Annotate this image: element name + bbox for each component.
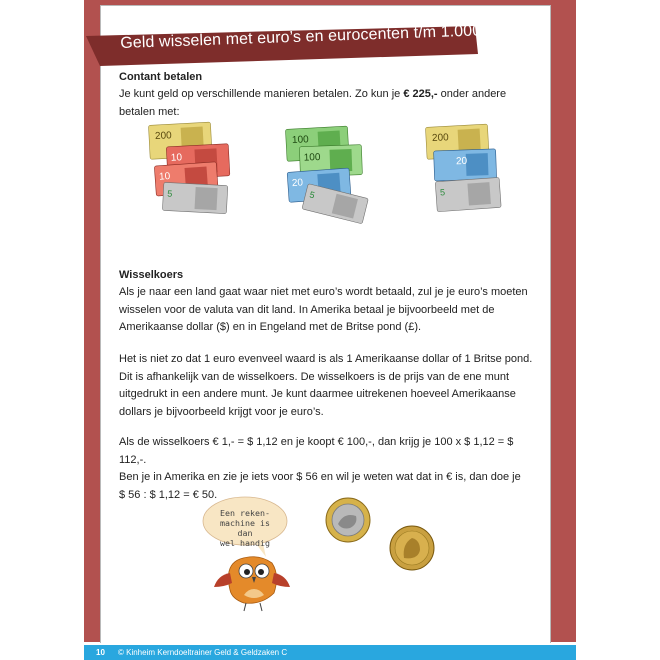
example-line-3: $ 56 : $ 1,12 = € 50. [119, 488, 218, 501]
copyright-text: © Kinheim Kerndoeltrainer Geld & Geldzaken C [118, 648, 288, 657]
section-heading-wisselkoers: Wisselkoers [119, 269, 184, 281]
euro-coin-icon [324, 496, 374, 546]
denomination-label: 5 [439, 187, 446, 198]
paragraph-2-rest: Dit is afhankelijk van de wisselkoers. De wisselkoers is de prijs van de ene munt uitgedrukt in een andere munt. Je kunt daarmee uitrekenen hoeveel Amerikaanse dollars je bijvoorbeeld krijgt voor je euro’s. [119, 370, 516, 418]
footer-bar [84, 645, 576, 660]
denomination-label: 100 [303, 152, 321, 164]
banknote-20 [434, 149, 497, 181]
denomination-label: 20 [455, 155, 468, 168]
banknote-group-1 [145, 120, 235, 216]
bubble-line-3: wel handig [220, 538, 270, 548]
page-number: 10 [96, 648, 105, 657]
dollar-coin-icon [388, 524, 438, 574]
intro-text-end: onder andere betalen met: [119, 88, 507, 118]
banknote-5 [162, 182, 227, 213]
paragraph-1: Als je naar een land gaat waar niet met euro’s wordt betaald, zul je je euro’s moeten wisselen voor de valuta van dit land. In Amerika betaal je bijvoorbeeld met de Amerikaanse dollar ($) en in Engeland met de Britse pond (£). [119, 286, 528, 334]
denomination-label: 5 [308, 189, 316, 201]
banknote-group-2 [282, 124, 372, 224]
bubble-line-1: Een reken- [220, 508, 270, 518]
page-title: Geld wisselen met euro’s en eurocenten t/m 1.000 [120, 22, 482, 52]
denomination-label: 5 [167, 188, 173, 199]
denomination-label: 10 [170, 152, 183, 164]
bubble-line-2: machine is dan [220, 518, 270, 538]
example-line-1: Als de wisselkoers € 1,- = $ 1,12 en je koopt € 100,-, dan krijg je 100 x $ 1,12 = $ 112,-. [119, 436, 514, 466]
paragraph-3 [119, 434, 539, 504]
banknote-group-3 [422, 122, 512, 222]
speech-bubble-text [215, 508, 275, 548]
paragraph-2 [119, 351, 539, 421]
paragraph-2-line-1: Het is niet zo dat 1 euro evenveel waard is als 1 Amerikaanse dollar of 1 Britse pond. [119, 353, 533, 365]
denomination-label: 20 [291, 177, 304, 190]
banknote-5 [435, 177, 501, 211]
section-intro [119, 86, 539, 121]
denomination-label: 200 [154, 130, 173, 143]
intro-amount: € 225,- [403, 88, 438, 100]
example-line-2: Ben je in Amerika en zie je iets voor $ 56 en wil je weten wat dat in € is, dan doe je [119, 471, 521, 484]
owl-icon [214, 557, 290, 611]
denomination-label: 200 [431, 132, 450, 145]
intro-text: Je kunt geld op verschillende manieren betalen. Zo kun je [119, 88, 404, 100]
denomination-label: 10 [158, 171, 171, 183]
section-heading-contant: Contant betalen [119, 71, 203, 83]
denomination-label: 100 [291, 134, 310, 147]
